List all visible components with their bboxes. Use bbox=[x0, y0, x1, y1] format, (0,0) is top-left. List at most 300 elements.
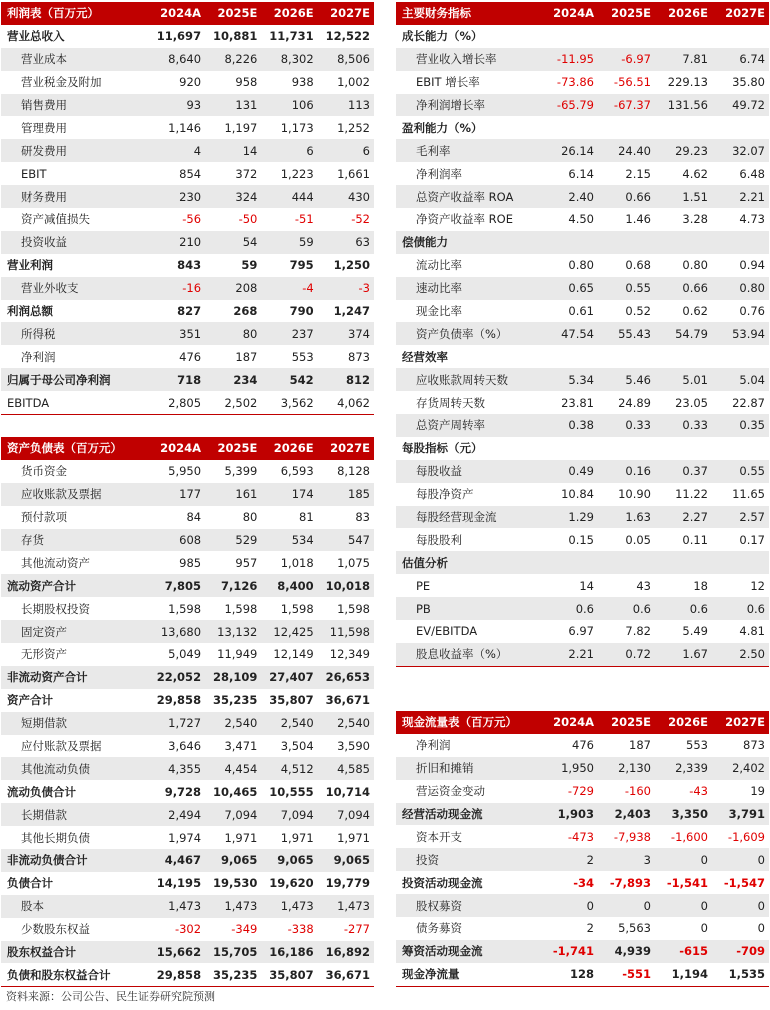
value-cell: 2,502 bbox=[205, 391, 261, 414]
value-cell: 35,807 bbox=[261, 963, 317, 986]
row-label: 净资产收益率 ROE bbox=[416, 212, 513, 227]
table-row bbox=[1, 551, 374, 574]
row-label: 每股经营现金流 bbox=[396, 506, 541, 529]
row-label: 其他长期负债 bbox=[21, 830, 90, 845]
value-cell: -551 bbox=[598, 963, 655, 986]
value-cell: 63 bbox=[318, 231, 374, 254]
value-cell: 1,971 bbox=[280, 830, 314, 845]
row-label: 营业收入增长率 bbox=[396, 48, 541, 71]
value-cell: 958 bbox=[235, 75, 258, 90]
value-cell: -50 bbox=[238, 212, 258, 227]
table-row bbox=[396, 528, 769, 551]
value-cell: 553 bbox=[686, 738, 708, 753]
value-cell: 0.68 bbox=[625, 258, 651, 273]
table-row bbox=[396, 162, 769, 185]
value-cell: 0.80 bbox=[712, 277, 769, 300]
value-cell: 0.94 bbox=[739, 258, 765, 273]
value-cell: 1,598 bbox=[224, 601, 258, 616]
value-cell bbox=[655, 551, 712, 574]
value-cell bbox=[598, 551, 655, 574]
value-cell: 1,247 bbox=[333, 304, 370, 319]
value-cell: 5.49 bbox=[682, 624, 708, 639]
value-cell: 0.05 bbox=[625, 532, 651, 547]
table-row bbox=[396, 185, 769, 208]
table-row bbox=[1, 780, 374, 803]
value-cell: 4,355 bbox=[149, 757, 205, 780]
table-row bbox=[1, 666, 374, 689]
value-cell: 35.80 bbox=[732, 75, 765, 90]
column-header: 2027E bbox=[712, 711, 769, 734]
value-cell: 8,400 bbox=[261, 574, 317, 597]
value-cell: 1,727 bbox=[149, 712, 205, 735]
table-row bbox=[1, 574, 374, 597]
row-label: 资产合计 bbox=[7, 693, 53, 708]
value-cell: 8,506 bbox=[318, 48, 374, 71]
value-cell: 1,194 bbox=[655, 963, 712, 986]
value-cell: 26.14 bbox=[541, 139, 598, 162]
value-cell: 795 bbox=[289, 258, 314, 273]
table-row bbox=[1, 71, 374, 94]
value-cell: 43 bbox=[636, 578, 651, 593]
value-cell: 4,939 bbox=[598, 940, 655, 963]
value-cell: 9,065 bbox=[318, 849, 374, 872]
value-cell: 0 bbox=[655, 848, 712, 871]
table-row bbox=[396, 734, 769, 757]
value-cell: 3.28 bbox=[682, 212, 708, 227]
table-row bbox=[1, 803, 374, 826]
value-cell: 2,540 bbox=[261, 712, 317, 735]
row-label: 营业税金及附加 bbox=[21, 75, 102, 90]
value-cell: -1,541 bbox=[666, 875, 708, 890]
value-cell: 4,512 bbox=[261, 757, 317, 780]
value-cell: 0.6 bbox=[541, 597, 598, 620]
value-cell: 177 bbox=[149, 483, 205, 506]
value-cell: 208 bbox=[205, 277, 261, 300]
value-cell: 9,065 bbox=[205, 849, 261, 872]
table-row bbox=[1, 735, 374, 758]
value-cell bbox=[598, 25, 655, 48]
value-cell: 6.97 bbox=[568, 624, 594, 639]
value-cell: 19 bbox=[750, 784, 765, 799]
value-cell: 15,705 bbox=[205, 941, 261, 964]
row-label: 每股收益 bbox=[396, 460, 541, 483]
row-label: 资本开支 bbox=[416, 829, 462, 844]
row-label: 长期借款 bbox=[1, 803, 149, 826]
row-label: 债务募资 bbox=[416, 921, 462, 936]
value-cell: 0.72 bbox=[598, 643, 655, 666]
value-cell bbox=[541, 437, 598, 460]
value-cell: 29.23 bbox=[655, 139, 712, 162]
value-cell: 4 bbox=[149, 139, 205, 162]
value-cell: 854 bbox=[179, 166, 202, 181]
table-row bbox=[1, 162, 374, 185]
value-cell: 718 bbox=[149, 368, 205, 391]
value-cell: 9,728 bbox=[164, 784, 202, 799]
value-cell: 10,881 bbox=[212, 29, 258, 44]
row-label: 流动比率 bbox=[416, 258, 462, 273]
value-cell: 83 bbox=[355, 510, 370, 525]
value-cell: -6.97 bbox=[598, 48, 655, 71]
row-label: 财务费用 bbox=[1, 185, 149, 208]
value-cell: 210 bbox=[149, 231, 205, 254]
value-cell: 1,971 bbox=[337, 830, 370, 845]
value-cell: 0 bbox=[712, 848, 769, 871]
value-cell: -4 bbox=[261, 277, 317, 300]
table-row bbox=[1, 48, 374, 71]
value-cell: 790 bbox=[289, 304, 314, 319]
row-label: 营业总收入 bbox=[7, 29, 65, 44]
value-cell bbox=[712, 116, 769, 139]
value-cell: 1.67 bbox=[655, 643, 712, 666]
value-cell: 1,223 bbox=[280, 166, 314, 181]
value-cell: 1,250 bbox=[333, 258, 370, 273]
row-label: 负债和股东权益合计 bbox=[1, 963, 149, 986]
table-row bbox=[1, 185, 374, 208]
value-cell: 0.15 bbox=[568, 532, 594, 547]
value-cell: 0 bbox=[598, 894, 655, 917]
value-cell: 2.57 bbox=[712, 506, 769, 529]
value-cell: 0.33 bbox=[598, 414, 655, 437]
table-row bbox=[1, 25, 374, 48]
value-cell: 7.82 bbox=[625, 624, 651, 639]
value-cell: 10.84 bbox=[561, 487, 594, 502]
value-cell: 5,950 bbox=[168, 464, 202, 479]
table-row bbox=[1, 94, 374, 117]
value-cell: 11,731 bbox=[269, 29, 314, 44]
table-row bbox=[1, 643, 374, 666]
value-cell: 0 bbox=[757, 921, 765, 936]
value-cell: 11.22 bbox=[675, 487, 708, 502]
value-cell bbox=[541, 231, 598, 254]
value-cell: 0.6 bbox=[598, 597, 655, 620]
value-cell: 1,535 bbox=[712, 963, 769, 986]
value-cell: 1,473 bbox=[261, 895, 317, 918]
value-cell: 985 bbox=[179, 555, 202, 570]
value-cell: 0.65 bbox=[541, 277, 598, 300]
table-row bbox=[1, 300, 374, 323]
header-row bbox=[1, 2, 374, 25]
value-cell: 1,252 bbox=[337, 120, 370, 135]
row-label: 股息收益率（%） bbox=[396, 643, 541, 666]
value-cell: 15,662 bbox=[149, 941, 205, 964]
value-cell: 2,403 bbox=[598, 803, 655, 826]
row-label: 存货 bbox=[1, 529, 149, 552]
value-cell: 1,146 bbox=[168, 120, 202, 135]
row-label: 净利润 bbox=[416, 738, 451, 753]
value-cell: 161 bbox=[205, 483, 261, 506]
value-cell: 7,126 bbox=[205, 574, 261, 597]
value-cell: 4,585 bbox=[318, 757, 374, 780]
table-row bbox=[396, 300, 769, 323]
value-cell: -43 bbox=[689, 784, 708, 799]
row-label: 应收账款周转天数 bbox=[396, 368, 541, 391]
table-row bbox=[396, 780, 769, 803]
value-cell: 35,235 bbox=[212, 693, 258, 708]
value-cell: 843 bbox=[177, 258, 202, 273]
row-label: PE bbox=[416, 578, 431, 593]
row-label: 每股净资产 bbox=[416, 487, 474, 502]
value-cell: 4,467 bbox=[149, 849, 205, 872]
column-header: 2026E bbox=[655, 2, 712, 25]
value-cell: 2.21 bbox=[712, 185, 769, 208]
table-row bbox=[396, 391, 769, 414]
value-cell: 23.81 bbox=[561, 395, 594, 410]
value-cell bbox=[541, 345, 598, 368]
row-label: EBIT 增长率 bbox=[416, 75, 480, 90]
value-cell: 234 bbox=[205, 368, 261, 391]
table-row bbox=[1, 322, 374, 345]
value-cell: -1,547 bbox=[723, 875, 765, 890]
row-label: 筹资活动现金流 bbox=[396, 940, 541, 963]
value-cell: 19,530 bbox=[212, 876, 258, 891]
row-label: 股本 bbox=[1, 895, 149, 918]
row-label: 现金比率 bbox=[416, 304, 462, 319]
row-label: 总资产周转率 bbox=[396, 414, 541, 437]
value-cell: 5.04 bbox=[712, 368, 769, 391]
value-cell: 4,062 bbox=[318, 391, 374, 414]
value-cell: 547 bbox=[318, 529, 374, 552]
row-label: 货币资金 bbox=[21, 464, 67, 479]
value-cell: 14 bbox=[579, 578, 594, 593]
value-cell: 0.37 bbox=[655, 460, 712, 483]
value-cell: 268 bbox=[233, 304, 258, 319]
value-cell: 0 bbox=[655, 894, 712, 917]
value-cell: 113 bbox=[318, 94, 374, 117]
value-cell: 11,949 bbox=[217, 647, 258, 662]
value-cell bbox=[598, 231, 655, 254]
value-cell bbox=[712, 437, 769, 460]
table-row bbox=[1, 277, 374, 300]
value-cell: 1,473 bbox=[318, 895, 374, 918]
value-cell: 6 bbox=[318, 139, 374, 162]
value-cell: 2,805 bbox=[149, 391, 205, 414]
table-row bbox=[396, 94, 769, 117]
value-cell: -51 bbox=[294, 212, 314, 227]
value-cell: -34 bbox=[573, 875, 594, 890]
value-cell: 8,128 bbox=[337, 464, 370, 479]
value-cell: 1,598 bbox=[168, 601, 202, 616]
value-cell: 0.35 bbox=[712, 414, 769, 437]
value-cell: 54.79 bbox=[655, 322, 712, 345]
value-cell: 2.15 bbox=[625, 166, 651, 181]
table-row bbox=[1, 620, 374, 643]
value-cell: 10,714 bbox=[325, 784, 370, 799]
value-cell: 0.80 bbox=[568, 258, 594, 273]
value-cell: -56.51 bbox=[613, 75, 651, 90]
column-header: 2027E bbox=[712, 2, 769, 25]
value-cell: 187 bbox=[629, 738, 651, 753]
value-cell: 7,094 bbox=[205, 803, 261, 826]
row-label: 无形资产 bbox=[21, 647, 67, 662]
value-cell: 1,197 bbox=[224, 120, 258, 135]
value-cell: 1,971 bbox=[224, 830, 258, 845]
value-cell: -160 bbox=[624, 784, 651, 799]
value-cell: 5,049 bbox=[168, 647, 202, 662]
value-cell: -7,938 bbox=[613, 829, 651, 844]
row-label: 投资活动现金流 bbox=[402, 875, 483, 890]
value-cell: 19,779 bbox=[325, 876, 370, 891]
table-row bbox=[396, 825, 769, 848]
header-row bbox=[396, 711, 769, 734]
table-title: 主要财务指标 bbox=[396, 2, 541, 25]
value-cell: 2,339 bbox=[655, 757, 712, 780]
table-row bbox=[1, 368, 374, 391]
value-cell: -615 bbox=[655, 940, 712, 963]
value-cell: 873 bbox=[743, 738, 765, 753]
value-cell: 3,646 bbox=[168, 739, 202, 754]
value-cell: 920 bbox=[179, 75, 202, 90]
value-cell: 5,399 bbox=[224, 464, 258, 479]
value-cell: 2.27 bbox=[655, 506, 712, 529]
cash-flow-table bbox=[396, 711, 769, 987]
value-cell bbox=[655, 437, 712, 460]
table-row bbox=[396, 345, 769, 368]
value-cell: 4.62 bbox=[682, 166, 708, 181]
column-header: 2027E bbox=[318, 2, 374, 25]
value-cell: 18 bbox=[693, 578, 708, 593]
row-label: 营运资金变动 bbox=[416, 784, 485, 799]
column-header: 2026E bbox=[261, 2, 317, 25]
value-cell: 873 bbox=[348, 349, 370, 364]
row-label: EBIT bbox=[21, 166, 47, 181]
row-label: 短期借款 bbox=[1, 712, 149, 735]
value-cell: 11.65 bbox=[732, 487, 765, 502]
value-cell: 0.52 bbox=[625, 304, 651, 319]
value-cell: -3 bbox=[318, 277, 374, 300]
table-row bbox=[396, 139, 769, 162]
value-cell: 0.6 bbox=[712, 597, 769, 620]
table-row bbox=[1, 506, 374, 529]
value-cell: -73.86 bbox=[556, 75, 594, 90]
value-cell: 2 bbox=[541, 848, 598, 871]
row-label: 流动资产合计 bbox=[1, 574, 149, 597]
value-cell: -1,741 bbox=[541, 940, 598, 963]
column-header: 2025E bbox=[598, 2, 655, 25]
source-note: 资料来源：公司公告、民生证券研究院预测 bbox=[6, 990, 215, 1003]
row-label: 预付款项 bbox=[21, 510, 67, 525]
row-label: 经营活动现金流 bbox=[396, 803, 541, 826]
value-cell: 476 bbox=[179, 349, 202, 364]
value-cell bbox=[655, 25, 712, 48]
value-cell: 27,407 bbox=[261, 666, 317, 689]
value-cell: 1,598 bbox=[280, 601, 314, 616]
value-cell: 5.46 bbox=[598, 368, 655, 391]
value-cell: 1,075 bbox=[337, 555, 370, 570]
column-header: 2024A bbox=[149, 437, 205, 460]
row-label: 毛利率 bbox=[396, 139, 541, 162]
value-cell: 6.74 bbox=[712, 48, 769, 71]
value-cell bbox=[712, 345, 769, 368]
column-header: 2024A bbox=[541, 2, 598, 25]
table-row bbox=[396, 871, 769, 894]
value-cell: 5,563 bbox=[618, 921, 651, 936]
value-cell: 1.51 bbox=[655, 185, 712, 208]
value-cell: 374 bbox=[318, 322, 374, 345]
value-cell: -56 bbox=[182, 212, 202, 227]
value-cell: 6,593 bbox=[280, 464, 314, 479]
value-cell: 53.94 bbox=[712, 322, 769, 345]
row-label: 营业外收支 bbox=[1, 277, 149, 300]
table-row bbox=[1, 529, 374, 552]
value-cell: -277 bbox=[343, 922, 370, 937]
table-row bbox=[1, 231, 374, 254]
value-cell: 16,186 bbox=[261, 941, 317, 964]
value-cell: 84 bbox=[186, 510, 202, 525]
value-cell: 16,892 bbox=[318, 941, 374, 964]
value-cell bbox=[541, 116, 598, 139]
value-cell: 26,653 bbox=[318, 666, 374, 689]
value-cell: 36,671 bbox=[325, 693, 370, 708]
row-label: 其他流动负债 bbox=[1, 757, 149, 780]
row-label: 净利润增长率 bbox=[396, 94, 541, 117]
table-row bbox=[1, 139, 374, 162]
value-cell: 3,590 bbox=[337, 739, 370, 754]
row-label: 归属于母公司净利润 bbox=[1, 368, 149, 391]
value-cell: 351 bbox=[149, 322, 205, 345]
value-cell: 35,807 bbox=[269, 693, 314, 708]
value-cell: 1.29 bbox=[541, 506, 598, 529]
row-label: 估值分析 bbox=[396, 551, 541, 574]
row-label: 现金净流量 bbox=[396, 963, 541, 986]
value-cell: 1,018 bbox=[280, 555, 314, 570]
row-label: 利润总额 bbox=[7, 304, 53, 319]
row-label: 长期股权投资 bbox=[21, 601, 90, 616]
row-label: 净利润 bbox=[21, 349, 56, 364]
table-row bbox=[396, 460, 769, 483]
value-cell: 23.05 bbox=[675, 395, 708, 410]
value-cell: 0.49 bbox=[541, 460, 598, 483]
table-row bbox=[396, 277, 769, 300]
row-label: 应付账款及票据 bbox=[21, 739, 102, 754]
value-cell: 2.50 bbox=[712, 643, 769, 666]
value-cell: 1.46 bbox=[625, 212, 651, 227]
value-cell: 55.43 bbox=[598, 322, 655, 345]
value-cell: 3,471 bbox=[224, 739, 258, 754]
value-cell: 1,473 bbox=[205, 895, 261, 918]
value-cell: 4,454 bbox=[205, 757, 261, 780]
table-row bbox=[396, 506, 769, 529]
value-cell: 174 bbox=[261, 483, 317, 506]
table-row bbox=[396, 940, 769, 963]
row-label: 管理费用 bbox=[21, 120, 67, 135]
value-cell: 3,562 bbox=[261, 391, 317, 414]
table-row bbox=[396, 231, 769, 254]
table-row bbox=[396, 71, 769, 94]
value-cell: 29,858 bbox=[149, 963, 205, 986]
value-cell: 2,494 bbox=[149, 803, 205, 826]
value-cell: 1,598 bbox=[337, 601, 370, 616]
row-label: 固定资产 bbox=[1, 620, 149, 643]
value-cell: 12 bbox=[750, 578, 765, 593]
table-row bbox=[396, 551, 769, 574]
value-cell: 0.62 bbox=[682, 304, 708, 319]
value-cell: 1,473 bbox=[149, 895, 205, 918]
column-header: 2024A bbox=[541, 711, 598, 734]
row-label: 每股股利 bbox=[416, 532, 462, 547]
table-row bbox=[396, 368, 769, 391]
table-row bbox=[396, 483, 769, 506]
row-label: EV/EBITDA bbox=[416, 624, 478, 639]
value-cell: 22,052 bbox=[149, 666, 205, 689]
value-cell: 0.6 bbox=[655, 597, 712, 620]
value-cell: 2.21 bbox=[541, 643, 598, 666]
income-statement-table bbox=[1, 2, 374, 415]
value-cell: 0.66 bbox=[598, 185, 655, 208]
value-cell: 1,002 bbox=[337, 75, 370, 90]
value-cell: 49.72 bbox=[712, 94, 769, 117]
value-cell: -52 bbox=[351, 212, 370, 227]
value-cell: 80 bbox=[242, 510, 258, 525]
